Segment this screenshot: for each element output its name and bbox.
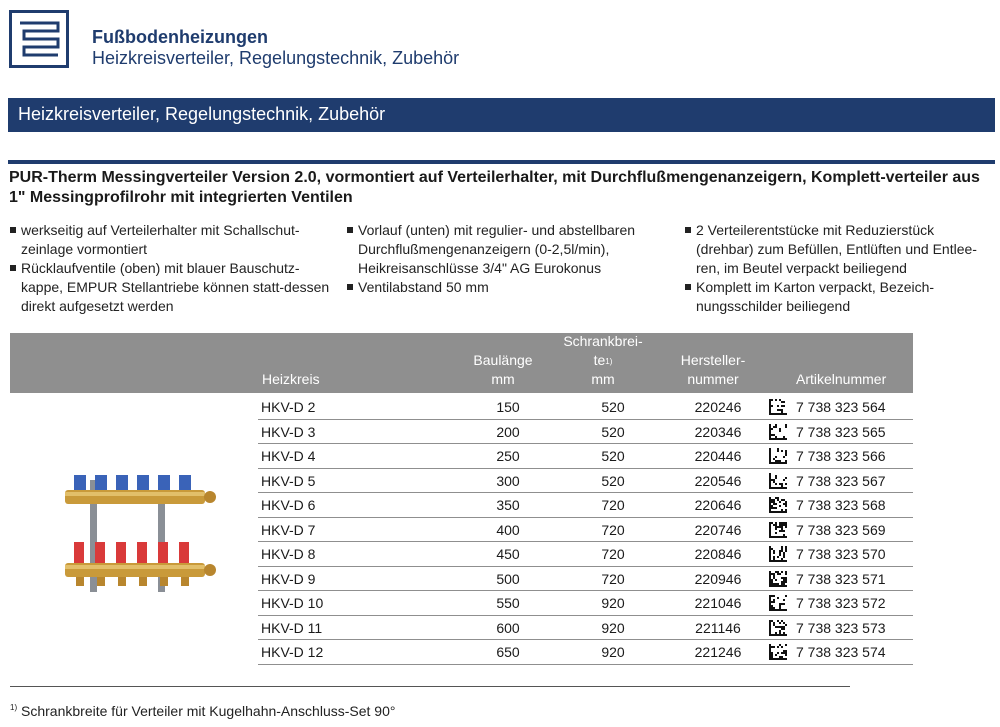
artikelnummer-cell: 7 738 323 573 bbox=[796, 619, 886, 636]
table-row bbox=[258, 395, 913, 420]
footnote-marker: 1) bbox=[10, 703, 18, 712]
baulaenge-cell: 450 bbox=[496, 546, 520, 562]
feature-item: Rücklaufventile (oben) mit blauer Bauschutz-kappe, EMPUR Stellantriebe können statt-dessen direkt aufgesetzt werden bbox=[10, 259, 330, 316]
baulaenge-cell: 500 bbox=[496, 570, 520, 587]
herstellernummer-cell: 220246 bbox=[694, 399, 742, 415]
artikelnummer-cell: 7 738 323 565 bbox=[796, 423, 886, 440]
datamatrix-code-icon bbox=[769, 595, 787, 611]
header-baulaenge-label: Baulänge bbox=[473, 352, 533, 368]
herstellernummer-cell: 220446 bbox=[694, 448, 742, 464]
feature-column-2 bbox=[347, 221, 667, 297]
herstellernummer-cell: 221046 bbox=[694, 595, 742, 611]
heizkreis-cell: HKV-D 10 bbox=[261, 595, 324, 611]
heizkreis-cell: HKV-D 3 bbox=[261, 423, 316, 440]
heizkreis-cell: HKV-D 11 bbox=[261, 619, 323, 636]
table-header bbox=[10, 333, 913, 393]
baulaenge-cell: 250 bbox=[496, 448, 520, 464]
schrankbreite-cell: 720 bbox=[601, 497, 625, 513]
herstellernummer-cell: 221246 bbox=[694, 644, 742, 660]
heizkreis-cell: HKV-D 7 bbox=[261, 521, 316, 538]
herstellernummer-cell: 221146 bbox=[695, 619, 741, 636]
datamatrix-code-icon bbox=[769, 620, 787, 636]
heizkreis-cell: HKV-D 12 bbox=[261, 644, 324, 660]
schrankbreite-cell: 920 bbox=[601, 644, 625, 660]
table-row bbox=[258, 567, 913, 592]
artikelnummer-cell: 7 738 323 567 bbox=[796, 472, 886, 489]
baulaenge-cell: 550 bbox=[496, 595, 520, 611]
artikelnummer-cell: 7 738 323 574 bbox=[796, 644, 886, 660]
herstellernummer-cell: 220346 bbox=[694, 423, 742, 440]
artikelnummer-cell: 7 738 323 566 bbox=[796, 448, 886, 464]
heizkreis-cell: HKV-D 4 bbox=[261, 448, 316, 464]
feature-item: Komplett im Karton verpackt, Bezeich-nungsschilder beiliegend bbox=[685, 278, 985, 316]
datamatrix-code-icon bbox=[769, 448, 787, 464]
heizkreis-cell: HKV-D 9 bbox=[261, 570, 316, 587]
header-artikelnummer: Artikelnummer bbox=[796, 371, 887, 387]
header-heizkreis: Heizkreis bbox=[262, 371, 320, 387]
feature-item: Ventilabstand 50 mm bbox=[347, 278, 667, 297]
table-row bbox=[258, 469, 913, 494]
header-schrank-line2: $te^{1)}$ bbox=[593, 352, 613, 368]
header-hersteller bbox=[668, 351, 758, 389]
herstellernummer-cell: 220646 bbox=[694, 497, 742, 513]
artikelnummer-cell: 7 738 323 568 bbox=[796, 497, 886, 513]
schrankbreite-cell: 520 bbox=[601, 448, 625, 464]
footnote-divider bbox=[10, 686, 850, 687]
datamatrix-code-icon bbox=[769, 522, 787, 538]
heizkreis-cell: HKV-D 2 bbox=[261, 399, 316, 415]
divider bbox=[8, 160, 995, 164]
schrankbreite-cell: 720 bbox=[601, 546, 625, 562]
artikelnummer-cell: 7 738 323 569 bbox=[796, 521, 886, 538]
feature-column-3 bbox=[685, 221, 985, 316]
feature-item: werkseitig auf Verteilerhalter mit Schallschut-zeinlage vormontiert bbox=[10, 221, 330, 259]
baulaenge-cell: 200 bbox=[496, 423, 520, 440]
artikelnummer-cell: 7 738 323 564 bbox=[796, 399, 886, 415]
feature-column-1 bbox=[10, 221, 330, 316]
datamatrix-code-icon bbox=[769, 497, 787, 513]
datamatrix-code-icon bbox=[769, 546, 787, 562]
schrankbreite-cell: 520 bbox=[601, 399, 625, 415]
datamatrix-code-icon bbox=[769, 473, 787, 489]
footnote bbox=[10, 703, 395, 719]
header-baulaenge-unit: mm bbox=[491, 371, 515, 387]
herstellernummer-cell: 220746 bbox=[694, 521, 742, 538]
feature-item: 2 Verteilerentstücke mit Reduzierstück (drehbar) zum Befüllen, Entlüften und Entlee-ren, im Beutel verpackt beiliegend bbox=[685, 221, 985, 278]
schrankbreite-cell: 520 bbox=[601, 423, 625, 440]
heizkreis-cell: HKV-D 8 bbox=[261, 546, 316, 562]
datamatrix-code-icon bbox=[769, 644, 787, 660]
baulaenge-cell: 300 bbox=[496, 472, 520, 489]
table-row bbox=[258, 444, 913, 469]
footnote-marker: 1) bbox=[605, 357, 613, 366]
floor-heating-logo-icon bbox=[9, 10, 69, 68]
header-schrank-line1: Schrankbrei- bbox=[563, 333, 643, 349]
table-row bbox=[258, 518, 913, 543]
section-title: Fußbodenheizungen bbox=[92, 27, 268, 47]
artikelnummer-cell: 7 738 323 571 bbox=[796, 570, 886, 587]
header-hersteller-line2: nummer bbox=[687, 371, 739, 387]
table-row bbox=[258, 640, 913, 665]
category-band: Heizkreisverteiler, Regelungstechnik, Zubehör bbox=[8, 98, 995, 132]
header-schrank-unit: mm bbox=[591, 371, 615, 387]
table-row bbox=[258, 591, 913, 616]
herstellernummer-cell: 220946 bbox=[694, 570, 742, 587]
table-row bbox=[258, 493, 913, 518]
datamatrix-code-icon bbox=[769, 424, 787, 440]
schrankbreite-cell: 720 bbox=[601, 521, 625, 538]
baulaenge-cell: 350 bbox=[496, 497, 520, 513]
baulaenge-cell: 150 bbox=[496, 399, 520, 415]
header-hersteller-line1: Hersteller- bbox=[680, 352, 746, 368]
table-row bbox=[258, 420, 913, 445]
heizkreis-cell: HKV-D 5 bbox=[261, 472, 316, 489]
herstellernummer-cell: 220546 bbox=[694, 472, 742, 489]
table-row bbox=[258, 542, 913, 567]
herstellernummer-cell: 220846 bbox=[694, 546, 742, 562]
heizkreis-cell: HKV-D 6 bbox=[261, 497, 316, 513]
schrankbreite-cell: 520 bbox=[601, 472, 625, 489]
datamatrix-code-icon bbox=[769, 399, 787, 415]
header-baulaenge bbox=[468, 351, 538, 389]
section-subtitle: Heizkreisverteiler, Regelungstechnik, Zubehör bbox=[92, 48, 460, 68]
schrankbreite-cell: 720 bbox=[601, 570, 625, 587]
baulaenge-cell: 650 bbox=[496, 644, 520, 660]
footnote-text: Schrankbreite für Verteiler mit Kugelhahn-Anschluss-Set 90° bbox=[21, 703, 396, 719]
schrankbreite-cell: 920 bbox=[601, 595, 625, 611]
product-title: PUR-Therm Messingverteiler Version 2.0, vormontiert auf Verteilerhalter, mit Durchflußmengenanzeigern, Komplett-verteiler aus 1" Messingprofilrohr mit integrierten Ventilen bbox=[9, 169, 980, 206]
header-schrankbreite bbox=[558, 332, 648, 389]
manifold-product-image bbox=[60, 470, 220, 595]
baulaenge-cell: 400 bbox=[496, 521, 520, 538]
baulaenge-cell: 600 bbox=[496, 619, 520, 636]
artikelnummer-cell: 7 738 323 572 bbox=[796, 595, 886, 611]
table-row bbox=[258, 616, 913, 641]
feature-item: Vorlauf (unten) mit regulier- und abstellbaren Durchflußmengenanzeigern (0-2,5l/min), Heikreisanschlüsse 3/4" AG Eurokonus bbox=[347, 221, 667, 278]
table-body bbox=[258, 395, 913, 665]
artikelnummer-cell: 7 738 323 570 bbox=[796, 546, 886, 562]
schrankbreite-cell: 920 bbox=[601, 619, 625, 636]
datamatrix-code-icon bbox=[769, 571, 787, 587]
